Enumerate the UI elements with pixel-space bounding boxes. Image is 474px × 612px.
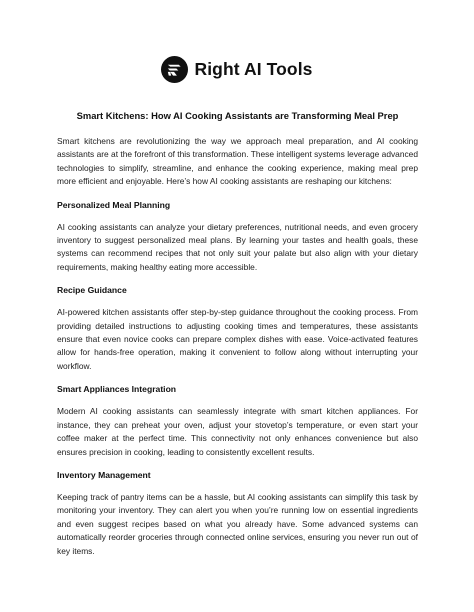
section-body-inventory-management: Keeping track of pantry items can be a hassle, but AI cooking assistants can simplify this task by monitoring your inventory. They can alert you when you’re running low on essential ingredients and even suggest recipes based on what you already have. Some advanced systems can automatically reorder groceries through connected online services, ensuring you never run out of key items. [57, 491, 418, 556]
intro-paragraph: Smart kitchens are revolutionizing the way we approach meal preparation, and AI cooking assistants are at the forefront of this transformation. These intelligent systems leverage advanced technologies to simplify, streamline, and enhance the cooking experience, making meal prep more efficient and enjoyable. Here’s how AI cooking assistants are reshaping our kitchens: [57, 136, 418, 187]
section-heading-inventory-management: Inventory Management [57, 469, 151, 480]
brand-logo [161, 56, 312, 83]
header [0, 56, 474, 83]
article-body [57, 110, 418, 569]
section-heading-smart-appliances-integration: Smart Appliances Integration [57, 384, 177, 395]
section-body-smart-appliances-integration: Modern AI cooking assistants can seamlessly integrate with smart kitchen appliances. For instance, they can preheat your oven, adjust your stovetop’s temperature, or even start your coffee maker at the perfect time. This connectivity not only enhances convenience but also ensures precision in cooking, leading to consistently excellent results. [57, 406, 418, 457]
section-heading-personalized-meal-planning: Personalized Meal Planning [57, 199, 171, 210]
article-title: Smart Kitchens: How AI Cooking Assistants are Transforming Meal Prep [76, 110, 399, 121]
brand-name: Right AI Tools [194, 59, 313, 79]
section-heading-recipe-guidance: Recipe Guidance [57, 285, 127, 296]
section-body-personalized-meal-planning: AI cooking assistants can analyze your dietary preferences, nutritional needs, and even grocery inventory to suggest personalized meal plans. By learning your tastes and health goals, these systems can recommend recipes that not only suit your palate but also align with your dietary requirements, making healthy eating more accessible. [57, 221, 418, 272]
section-body-recipe-guidance: AI-powered kitchen assistants offer step-by-step guidance throughout the cooking process. From providing detailed instructions to adjusting cooking times and temperatures, these assistants ensure that even novice cooks can prepare complex dishes with ease. Voice-activated features allow for hands-free operation, making it convenient to follow along without interrupting your workflow. [57, 307, 418, 371]
right-ai-tools-badge-icon [161, 56, 188, 83]
